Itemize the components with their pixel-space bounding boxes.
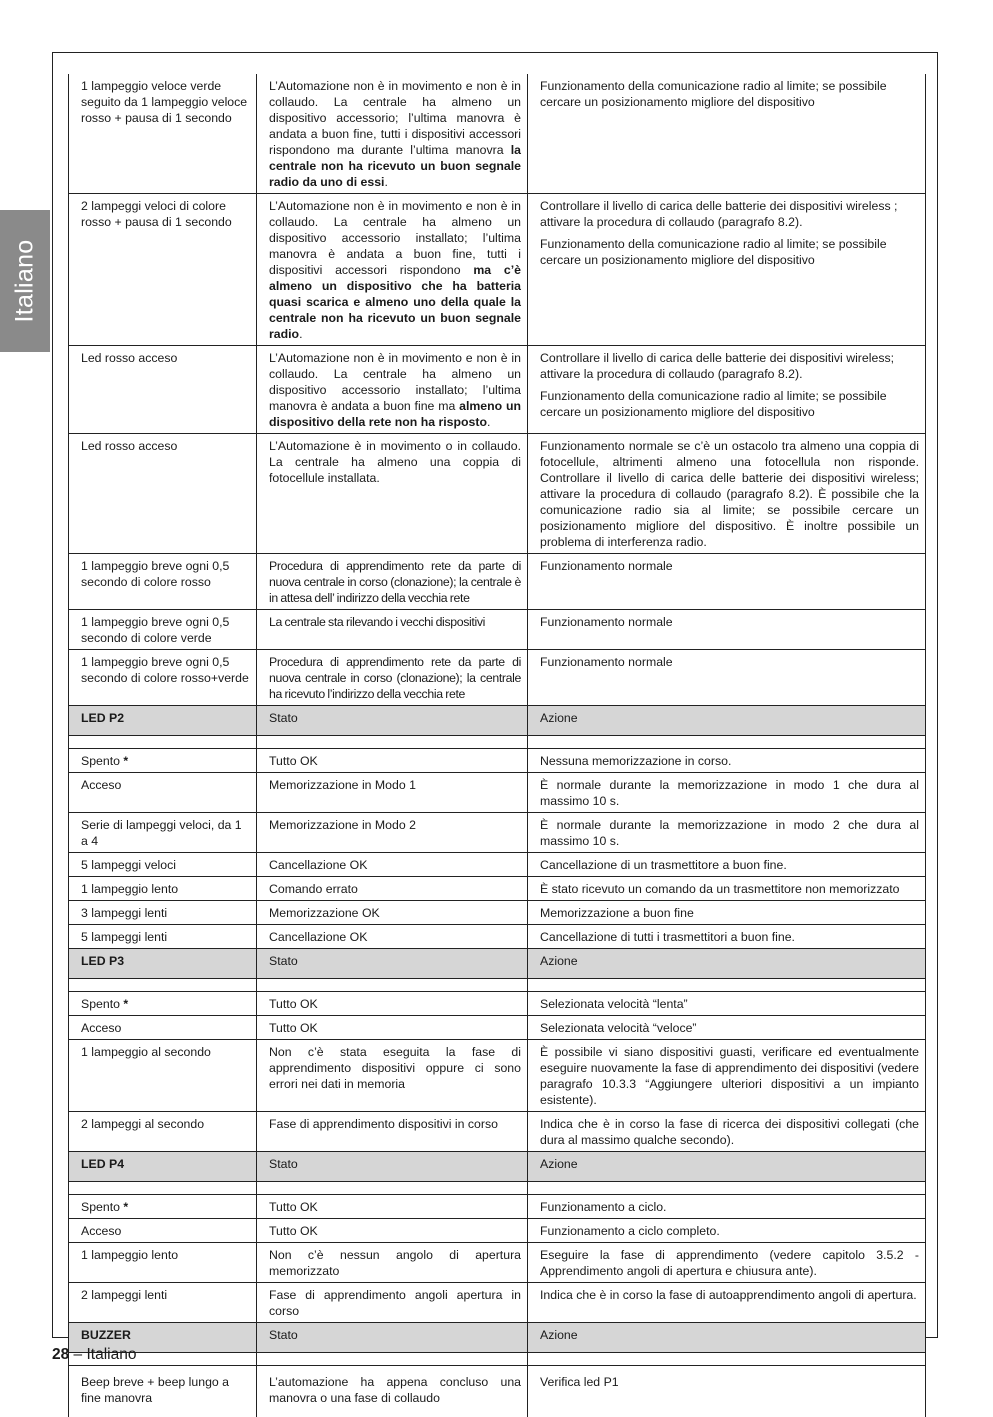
table-row [69,610,926,650]
state-cell: Non c’è stata eseguita la fase di apprendimento dispositivi oppure ci sono errori nei dati in memoria [257,1040,528,1112]
signal-text: 2 lampeggi lenti [81,1288,167,1302]
table-row [69,877,926,901]
signal-text: 2 lampeggi al secondo [81,1117,204,1131]
state-cell [257,194,528,346]
spacer-cell [257,736,528,749]
spacer-cell [528,1353,926,1366]
column-header-azione: Azione [528,1323,926,1353]
spacer-cell [69,736,257,749]
table-row [69,853,926,877]
led-signal-cell [69,749,257,773]
action-paragraph: Funzionamento della comunicazione radio al limite; se possibile cercare un posizionamento migliore del dispositivo [540,388,919,420]
action-cell: Nessuna memorizzazione in corso. [528,749,926,773]
footer-language: Italiano [86,1346,136,1363]
state-cell: Memorizzazione in Modo 2 [257,813,528,853]
led-signal-cell [69,1016,257,1040]
table-row [69,1243,926,1283]
spacer-cell [257,1353,528,1366]
section-header [69,706,926,736]
signal-text: Acceso [81,1021,121,1035]
led-signal-cell: 1 lampeggio breve ogni 0,5 secondo di colore verde [69,610,257,650]
led-signal-cell [69,901,257,925]
signal-text: 5 lampeggi lenti [81,930,167,944]
action-cell: Memorizzazione a buon fine [528,901,926,925]
led-signal-cell [69,877,257,901]
state-text-bold: ma c’è almeno un dispositivo che ha batteria quasi scarica e almeno uno della quale la centrale non ha ricevuto un buon segnale radio [269,263,521,341]
led-signal-cell [69,813,257,853]
page-footer [52,1346,136,1364]
table-row [69,554,926,610]
action-cell: Cancellazione di tutti i trasmettitori a buon fine. [528,925,926,949]
state-text: L’Automazione non è in movimento e non è in collaudo. La centrale ha almeno un dispositivo accessorio; l’ultima manovra è andata a buon fine, tutti i dispositivi accessori rispondono ma durante l’ultima manovra [269,79,521,157]
action-cell: Funzionamento a ciclo completo. [528,1219,926,1243]
action-cell: Funzionamento a ciclo. [528,1195,926,1219]
section-title: BUZZER [69,1323,257,1353]
table-row [69,1112,926,1152]
column-header-stato: Stato [257,949,528,979]
action-paragraph: Funzionamento normale [540,558,919,574]
state-cell: L’automazione ha appena concluso una manovra o una fase di collaudo [257,1366,528,1417]
state-cell: Tutto OK [257,1219,528,1243]
table-row [69,925,926,949]
table-row [69,1283,926,1323]
table-row [69,773,926,813]
table-row [69,650,926,706]
action-paragraph: Controllare il livello di carica delle batterie dei dispositivi wireless ; attivare la procedura di collaudo (paragrafo 8.2). [540,198,919,230]
action-cell [528,434,926,554]
state-cell: Tutto OK [257,1195,528,1219]
default-marker: * [123,1200,128,1214]
action-paragraph: Funzionamento normale [540,654,919,670]
spacer-cell [528,736,926,749]
spacer-cell [69,1182,257,1195]
table-row [69,1040,926,1112]
table-row [69,992,926,1016]
state-cell [257,554,528,610]
led-signal-cell [69,992,257,1016]
action-cell: Cancellazione di un trasmettitore a buon fine. [528,853,926,877]
signal-text: Acceso [81,778,121,792]
action-paragraph: Funzionamento della comunicazione radio al limite; se possibile cercare un posizionamento migliore del dispositivo [540,236,919,268]
state-cell: Non c’è nessun angolo di apertura memorizzato [257,1243,528,1283]
table-row [69,1219,926,1243]
table-row [69,901,926,925]
column-header-azione: Azione [528,706,926,736]
led-signal-cell [69,1112,257,1152]
table-row [69,813,926,853]
column-header-azione: Azione [528,1152,926,1182]
spacer-cell [528,979,926,992]
signal-text: 1 lampeggio lento [81,882,178,896]
led-signal-cell [69,1366,257,1417]
state-text: La centrale sta rilevando i vecchi dispositivi [269,615,485,629]
state-cell [257,434,528,554]
state-cell: Fase di apprendimento angoli apertura in corso [257,1283,528,1323]
state-text: L’Automazione è in movimento o in collaudo. La centrale ha almeno una coppia di fotocellule installata. [269,439,521,485]
state-cell: Tutto OK [257,992,528,1016]
table-row [69,346,926,434]
action-paragraph: Funzionamento normale [540,614,919,630]
state-text-end: . [487,415,490,429]
led-signal-cell [69,1195,257,1219]
signal-text: Spento [81,997,123,1011]
section-spacer [69,1182,926,1195]
spacer-cell [69,979,257,992]
led-signal-cell: 2 lampeggi veloci di colore rosso + pausa di 1 secondo [69,194,257,346]
state-text-bold: almeno un dispositivo della rete non ha risposto [269,399,521,429]
spacer-cell [257,979,528,992]
signal-text: 1 lampeggio al secondo [81,1045,211,1059]
page-number: 28 [52,1346,69,1363]
signal-text: Spento [81,754,123,768]
signal-text: 3 lampeggi lenti [81,906,167,920]
side-tab-label: Italiano [11,239,40,322]
led-signal-cell [69,1040,257,1112]
section-spacer [69,736,926,749]
section-title: LED P3 [69,949,257,979]
led-signal-cell: 1 lampeggio veloce verde seguito da 1 lampeggio veloce rosso + pausa di 1 secondo [69,74,257,194]
action-cell: È normale durante la memorizzazione in modo 2 che dura al massimo 10 s. [528,813,926,853]
action-cell: È possibile vi siano dispositivi guasti, verificare ed eventualmente eseguire nuovamente la fase di apprendimento dei dispositivi (vedere paragrafo 10.3.3 “Aggiungere ulteriori dispositivi a un impianto esistente). [528,1040,926,1112]
state-cell [257,610,528,650]
state-cell: Fase di apprendimento dispositivi in corso [257,1112,528,1152]
table-row [69,74,926,194]
section-title: LED P4 [69,1152,257,1182]
led-signal-cell: 1 lampeggio breve ogni 0,5 secondo di colore rosso+verde [69,650,257,706]
state-text: L’Automazione non è in movimento e non è in collaudo. La centrale ha almeno un dispositivo accessorio installato; l’ultima manovra è andata a buon fine ma [269,351,521,413]
action-cell [528,346,926,434]
table-row [69,1195,926,1219]
state-cell: Cancellazione OK [257,925,528,949]
spacer-cell [528,1182,926,1195]
section-header [69,1152,926,1182]
action-cell: È stato ricevuto un comando da un trasmettitore non memorizzato [528,877,926,901]
table-row [69,749,926,773]
action-cell [528,610,926,650]
spacer-cell [257,1182,528,1195]
led-signal-cell [69,925,257,949]
action-paragraph: Controllare il livello di carica delle batterie dei dispositivi wireless; attivare la procedura di collaudo (paragrafo 8.2). [540,350,919,382]
state-text: Procedura di apprendimento rete da parte di nuova centrale in corso (clonazione); la centrale ha ricevuto l’indirizzo della vecchia rete [269,655,521,701]
section-spacer [69,979,926,992]
action-cell [528,554,926,610]
table-row [69,434,926,554]
led-signal-cell: Led rosso acceso [69,434,257,554]
default-marker: * [123,997,128,1011]
led-signal-cell [69,1283,257,1323]
led-status-table [68,74,926,1417]
action-cell: Verifica led P1 [528,1366,926,1417]
column-header-stato: Stato [257,1323,528,1353]
signal-text: Spento [81,1200,123,1214]
led-signal-cell [69,1219,257,1243]
signal-text: Acceso [81,1224,121,1238]
action-cell [528,74,926,194]
state-text-end: . [299,327,302,341]
footer-separator: – [69,1346,86,1363]
state-cell: Memorizzazione OK [257,901,528,925]
action-paragraph: Funzionamento normale se c’è un ostacolo tra almeno una coppia di fotocellule, altrimenti almeno una fotocellula non risponde. Controllare il livello di carica delle batterie dei dispositivi wireless; attivare la procedura di collaudo (paragrafo 8.2). È possibile che la comunicazione radio sia al limite; se possibile cercare un posizionamento migliore del dispositivo. È inoltre possibile un problema di interferenza radio. [540,438,919,550]
led-signal-cell: Led rosso acceso [69,346,257,434]
action-cell [528,194,926,346]
state-cell: Tutto OK [257,749,528,773]
column-header-azione: Azione [528,949,926,979]
state-text-bold: la centrale non ha ricevuto un buon segnale radio da uno di essi [269,143,521,189]
action-cell: Eseguire la fase di apprendimento (vedere capitolo 3.5.2 - Apprendimento angoli di apertura e chiusura ante). [528,1243,926,1283]
state-cell: Memorizzazione in Modo 1 [257,773,528,813]
action-cell: Indica che è in corso la fase di autoapprendimento angoli di apertura. [528,1283,926,1323]
led-signal-cell [69,853,257,877]
column-header-stato: Stato [257,1152,528,1182]
signal-text: Serie di lampeggi veloci, da 1 a 4 [81,818,242,848]
state-cell [257,346,528,434]
section-spacer [69,1353,926,1366]
language-side-tab [0,210,50,352]
section-title: LED P2 [69,706,257,736]
action-cell [528,650,926,706]
signal-text: Beep breve + beep lungo a fine manovra [81,1375,229,1405]
table-row [69,1366,926,1417]
action-cell: Selezionata velocità “veloce” [528,1016,926,1040]
section-header [69,949,926,979]
led-signal-cell [69,773,257,813]
table-row [69,194,926,346]
state-cell: Cancellazione OK [257,853,528,877]
signal-text: 1 lampeggio lento [81,1248,178,1262]
signal-text: 5 lampeggi veloci [81,858,176,872]
default-marker: * [123,754,128,768]
state-cell: Comando errato [257,877,528,901]
led-signal-cell: 1 lampeggio breve ogni 0,5 secondo di colore rosso [69,554,257,610]
state-text: L’Automazione non è in movimento e non è in collaudo. La centrale ha almeno un dispositivo accessorio installato; l’ultima manovra è andata a buon fine, tutti i dispositivi accessori rispondono [269,199,521,277]
action-cell: È normale durante la memorizzazione in modo 1 che dura al massimo 10 s. [528,773,926,813]
action-paragraph: Funzionamento della comunicazione radio al limite; se possibile cercare un posizionamento migliore del dispositivo [540,78,919,110]
led-signal-cell [69,1243,257,1283]
action-cell: Indica che è in corso la fase di ricerca dei dispositivi collegati (che dura al massimo qualche secondo). [528,1112,926,1152]
action-cell: Selezionata velocità “lenta” [528,992,926,1016]
table-row [69,1016,926,1040]
state-cell: Tutto OK [257,1016,528,1040]
state-text: Procedura di apprendimento rete da parte di nuova centrale in corso (clonazione); la centrale è in attesa dell’ indirizzo della vecchia rete [269,559,521,605]
state-cell [257,74,528,194]
state-cell [257,650,528,706]
column-header-stato: Stato [257,706,528,736]
section-header [69,1323,926,1353]
state-text-end: . [384,175,387,189]
